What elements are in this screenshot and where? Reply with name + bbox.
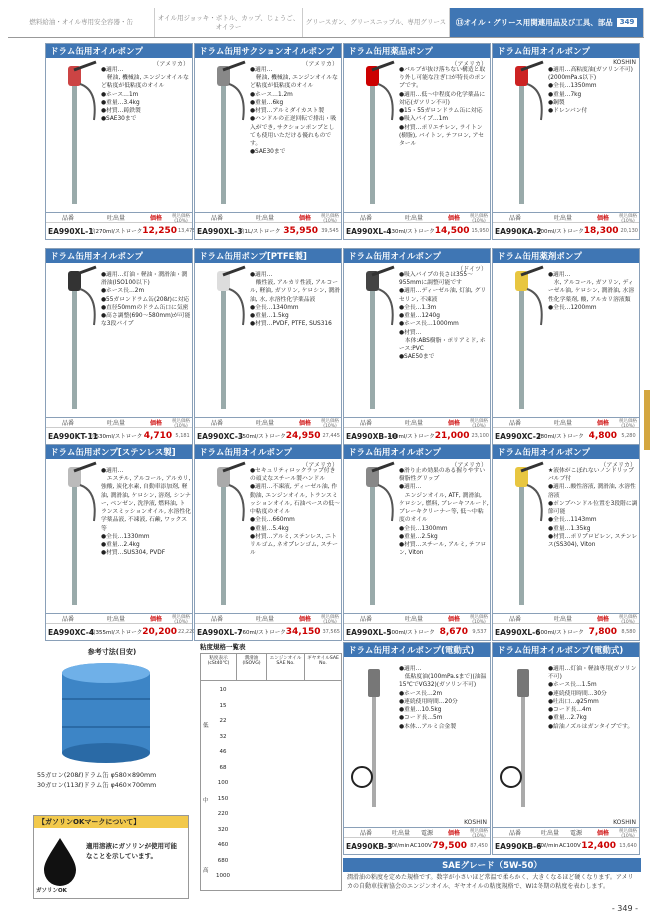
col-desc-label: 吐出量 bbox=[255, 420, 274, 427]
product-tax-price: 13,475 bbox=[177, 228, 196, 234]
price-table bbox=[493, 417, 639, 444]
product-maker: （アメリカ） bbox=[302, 61, 338, 68]
col-code-label: 品番 bbox=[508, 616, 521, 623]
viscosity-value: 32 bbox=[219, 733, 227, 740]
col-power-label: 電源 bbox=[569, 830, 582, 837]
pump-image bbox=[197, 60, 251, 210]
product-spec: ★液体がこぼれないノンドリップバルブ付 ●適用…酸性溶液, 潤滑油, 水溶性溶液 ●ポンプハンドル位置を3段階に調節可能 ●全長…1143mm ●重量…1.35kg ●材質…ポリプロピレン, ステンレス(SS304), Viton bbox=[548, 468, 638, 548]
price-table bbox=[46, 613, 196, 640]
product-discharge: 20ℓ/min bbox=[537, 843, 559, 849]
product-price: 35,950 bbox=[283, 226, 318, 236]
product-discharge: 350ml/ストローク bbox=[239, 434, 286, 440]
price-table bbox=[46, 417, 192, 444]
reference-line-1: 55ガロン(208ℓ)ドラム缶 φ580×890mm bbox=[37, 772, 157, 779]
nav-cell-1[interactable]: 燃料給油・オイル専用安全容器・缶 bbox=[8, 8, 155, 37]
product-spec: ●適用… 軽油, 機械油, エンジンオイルなど粘度が低粘度のオイル ●ホース…1.2m ●重量…6kg ●材質…アルミダイカスト製 ●ハンドルの正逆回転で排出・吸入ができ, サクションポンプとしても使用いただける優れものです。 ●SAE30まで bbox=[250, 67, 338, 156]
col-price-label: 価格 bbox=[298, 420, 311, 427]
price-table bbox=[195, 417, 341, 444]
viscosity-value: 10 bbox=[219, 687, 227, 693]
product-spec: ●吸入パイプの長さは355～955mmに調整可能です ●適用…ディーゼル油, 灯油, グリセリン, 不凍液 ●全長…1.3m ●重量…1240g ●ホース長…1000mm ●材質… 本体:ABS樹脂・ポリアミド, ホース:PVC ●SAE50まで bbox=[399, 272, 487, 361]
product-title: ドラム缶用オイルポンプ bbox=[493, 445, 639, 459]
product-card[interactable] bbox=[343, 444, 491, 641]
col-tax-label: 税込価格(10%) bbox=[619, 615, 637, 625]
viscosity-value: 680 bbox=[217, 857, 229, 864]
viscosity-value: 220 bbox=[217, 811, 229, 817]
price-table bbox=[344, 212, 490, 239]
col-code-label: 品番 bbox=[359, 830, 372, 837]
product-title: ドラム缶用サクションオイルポンプ bbox=[195, 44, 341, 58]
product-tax-price: 37,565 bbox=[322, 629, 340, 635]
gasoline-ok-mark-label: ガソリンOK bbox=[36, 888, 67, 894]
col-tax-label: 税込価格(10%) bbox=[470, 419, 488, 429]
product-price: 21,000 bbox=[434, 431, 470, 441]
price-table bbox=[493, 827, 639, 854]
product-tax-price: 22,220 bbox=[177, 629, 196, 635]
viscosity-value: 46 bbox=[219, 749, 227, 755]
product-price: 8,670 bbox=[439, 627, 469, 637]
product-spec: ●適用… エステル, アルコール, アルカリ, 強酸, 炭化水素, 自動車添加剤, 軽油, 潤滑油, ケロシン, 溶剤, シンナー, ベンゼン, 洗浄液, 燃料油, トランスミッションオイル, 水溶性化学薬品液, 不凍液, 石鹸, ワックス等 ●全長…1330mm ●重量…2.4kg ●材質…SUS304, PVDF bbox=[101, 468, 191, 557]
product-code[interactable]: EA990XL-1 bbox=[48, 226, 94, 236]
viscosity-value: 150 bbox=[217, 795, 229, 802]
sae-grade-note bbox=[343, 858, 641, 906]
col-code-label: 品番 bbox=[508, 830, 521, 837]
product-discharge: 約355ml/ストローク bbox=[90, 630, 143, 636]
col-desc-label: 吐出量 bbox=[553, 616, 572, 623]
nav-cell-2[interactable]: オイル用ジョッキ・ボトル、カップ、じょうご、オイラー bbox=[155, 8, 302, 37]
col-desc-label: 吐出量 bbox=[106, 215, 125, 222]
product-discharge: 330ml/ストローク bbox=[388, 229, 435, 235]
product-spec: ●セキュリティロックラップ付きの頑丈なスチール製ハンドル ●適用…不凍液, ディーゼル油, 作動油, エンジンオイル, トランスミッションオイル, 石油ベースの低～中粘度のオイル ●全長…660mm ●重量…5.4kg ●材質…アルミ, ステンレス, ニトリルゴム, ネオプレンゴム, スチール bbox=[250, 468, 340, 557]
col-code-label: 品番 bbox=[210, 420, 223, 427]
product-spec: ●バルブが抜け落ちない構造と取り外し可能な注ぎ口が特長のポンプです。 ●適用…低～中程度の化学薬品に対応(ガソリン不可) ●15・55ガロンドラム缶に対応 ●吸入パイプ…1m ●材質…ポリエチレン, ライトン(樹脂), バイトン, テフロン, アセタール bbox=[399, 67, 486, 147]
nav-cell-3[interactable]: グリースガン、グリースニップル、専用グリース bbox=[303, 8, 450, 37]
col-desc-label: 吐出量 bbox=[391, 830, 410, 837]
reference-line-2: 30ガロン(113ℓ)ドラム缶 φ460×700mm bbox=[37, 782, 157, 790]
product-tax-price: 23,100 bbox=[471, 433, 489, 439]
col-tax-label: 税込価格(10%) bbox=[470, 829, 488, 839]
product-card[interactable] bbox=[194, 248, 342, 445]
col-code-label: 品番 bbox=[61, 616, 74, 623]
product-title: ドラム缶用オイルポンプ bbox=[344, 445, 490, 459]
pump-image bbox=[197, 461, 251, 611]
side-tab bbox=[644, 390, 650, 450]
product-code[interactable]: EA990XL-7 bbox=[197, 627, 243, 637]
product-price: 24,950 bbox=[285, 431, 321, 441]
pump-image bbox=[197, 265, 251, 415]
col-price-label: 価格 bbox=[447, 420, 460, 427]
product-code[interactable]: EA990XC-2 bbox=[495, 431, 542, 441]
col-price-label: 価格 bbox=[447, 830, 460, 837]
viscosity-title: 粘度規格一覧表 bbox=[200, 643, 246, 651]
page-number: - 349 - bbox=[611, 904, 638, 913]
product-maker: （アメリカ） bbox=[302, 462, 338, 469]
product-price: 34,150 bbox=[285, 627, 321, 637]
col-price-label: 価格 bbox=[447, 616, 460, 623]
reference-title: 参考寸法(目安) bbox=[87, 648, 137, 656]
col-tax-label: 税込価格(10%) bbox=[172, 214, 190, 224]
col-price-label: 価格 bbox=[149, 616, 162, 623]
col-desc-label: 吐出量 bbox=[404, 215, 423, 222]
price-table bbox=[46, 212, 196, 239]
product-code[interactable]: EA990KT-11 bbox=[48, 431, 98, 441]
product-tax-price: 87,450 bbox=[470, 843, 488, 849]
product-card[interactable] bbox=[492, 43, 640, 240]
col-code-label: 品番 bbox=[210, 215, 223, 222]
col-code-label: 品番 bbox=[508, 215, 521, 222]
col-tax-label: 税込価格(10%) bbox=[619, 829, 637, 839]
viscosity-band-mid: 中 bbox=[203, 798, 209, 804]
product-card[interactable] bbox=[492, 248, 640, 445]
product-tax-price: 5,280 bbox=[621, 433, 636, 439]
price-table bbox=[493, 212, 639, 239]
col-price-label: 価格 bbox=[149, 215, 162, 222]
viscosity-col-1: 粘度表示(cSt40℃) bbox=[201, 654, 237, 680]
product-tax-price: 39,545 bbox=[321, 228, 339, 234]
col-price-label: 価格 bbox=[596, 215, 609, 222]
product-price: 79,500 bbox=[432, 841, 467, 851]
col-tax-label: 税込価格(10%) bbox=[321, 419, 339, 429]
col-desc-label: 吐出量 bbox=[255, 616, 274, 623]
product-spec: ●適用…灯油・軽油・潤滑油・潤滑油(ISO100以下) ●ホース長…2m ●55ガロンドラム缶(208ℓ)に対応 ●直径50mmのドラム缶口に気密 ●高さ調整(690～580mm)が可能な3段パイプ bbox=[101, 272, 191, 328]
product-price: 12,400 bbox=[581, 841, 616, 851]
col-tax-label: 税込価格(10%) bbox=[172, 419, 190, 429]
product-discharge: 50ℓ/min bbox=[388, 843, 410, 849]
product-maker: （アメリカ） bbox=[600, 462, 636, 469]
product-spec: ●適用… 軽油, 機械油, エンジンオイルなど粘度が低粘度のオイル ●ホース…1m ●重量…3.4kg ●材質…鋳鉄製 ●SAE30まで bbox=[101, 67, 189, 123]
product-card[interactable] bbox=[492, 444, 640, 641]
col-tax-label: 税込価格(10%) bbox=[619, 214, 637, 224]
product-maker: （アメリカ） bbox=[153, 61, 189, 68]
col-code-label: 品番 bbox=[359, 215, 372, 222]
product-price: 12,250 bbox=[142, 226, 177, 236]
col-desc-label: 吐出量 bbox=[404, 616, 423, 623]
product-maker: （アメリカ） bbox=[451, 462, 487, 469]
col-code-label: 品番 bbox=[359, 420, 372, 427]
product-code[interactable]: EA990XL-4 bbox=[346, 226, 392, 236]
product-code[interactable]: EA990KB-6 bbox=[495, 841, 542, 851]
viscosity-value: 100 bbox=[217, 780, 229, 786]
nav-current-section[interactable] bbox=[450, 8, 644, 37]
page-tag: 349 bbox=[617, 18, 638, 27]
product-code[interactable]: EA990XL-3 bbox=[197, 226, 243, 236]
price-table bbox=[195, 613, 341, 640]
electric-product-card[interactable] bbox=[492, 642, 640, 855]
viscosity-value: 460 bbox=[217, 842, 229, 848]
col-desc-label: 吐出量 bbox=[404, 420, 423, 427]
product-card[interactable] bbox=[45, 444, 196, 641]
product-title: ドラム缶用オイルポンプ bbox=[195, 445, 341, 459]
col-code-label: 品番 bbox=[359, 616, 372, 623]
product-title: ドラム缶用オイルポンプ bbox=[344, 249, 490, 263]
col-price-label: 価格 bbox=[596, 616, 609, 623]
col-tax-label: 税込価格(10%) bbox=[321, 615, 339, 625]
product-tax-price: 5,181 bbox=[175, 433, 190, 439]
electric-pump-image bbox=[495, 659, 549, 809]
col-tax-label: 税込価格(10%) bbox=[470, 615, 488, 625]
viscosity-value: 22 bbox=[219, 718, 227, 724]
viscosity-band-low: 低 bbox=[203, 723, 209, 729]
pump-image bbox=[495, 265, 549, 415]
col-price-label: 価格 bbox=[447, 215, 460, 222]
product-card[interactable] bbox=[194, 43, 342, 240]
col-price-label: 価格 bbox=[298, 616, 311, 623]
gasoline-ok-box bbox=[33, 815, 189, 899]
product-card[interactable] bbox=[45, 248, 193, 445]
product-maker: （ドイツ） bbox=[457, 266, 487, 273]
product-discharge: 400ml/ストローク bbox=[388, 434, 435, 440]
price-table bbox=[344, 417, 490, 444]
product-tax-price: 27,445 bbox=[322, 433, 340, 439]
product-title: ドラム缶用オイルポンプ bbox=[493, 44, 639, 58]
reference-dimensions bbox=[33, 647, 191, 809]
pump-image bbox=[346, 60, 400, 210]
product-code[interactable]: EA990XC-3 bbox=[197, 431, 244, 441]
product-title: ドラム缶用ポンプ[ステンレス製] bbox=[46, 445, 192, 459]
col-desc-label: 吐出量 bbox=[255, 215, 274, 222]
product-discharge: 500ml/ストローク bbox=[537, 229, 584, 235]
col-tax-label: 税込価格(10%) bbox=[470, 214, 488, 224]
pump-image bbox=[48, 60, 102, 210]
sae-title: SAEグレード（5W-50） bbox=[343, 858, 641, 872]
price-table bbox=[344, 613, 490, 640]
product-maker: KOSHIN bbox=[613, 819, 636, 826]
gasoline-drop-icon bbox=[40, 836, 80, 888]
product-code[interactable]: EA990XL-6 bbox=[495, 627, 541, 637]
gasoline-ok-title: 【ガソリンOKマークについて】 bbox=[34, 816, 188, 828]
product-spec: ●滑り止め効果のある握りやすい樹脂性グリップ ●適用… エンジンオイル, ATF, 潤滑油, ケロシン, 燃料, ブレーキフルード, ブレーキクリーナー等, 低～中粘度のオイル ●全長…1300mm ●重量…2.5kg ●材質…スチール, アルミ, テフロン, Viton bbox=[399, 468, 489, 557]
product-tax-price: 8,580 bbox=[621, 629, 636, 635]
product-card[interactable] bbox=[194, 444, 342, 641]
product-tax-price: 15,950 bbox=[471, 228, 489, 234]
product-title: ドラム缶用薬剤ポンプ bbox=[493, 249, 639, 263]
viscosity-col-4: ギヤオイルSAE No. bbox=[307, 656, 339, 666]
pump-image bbox=[495, 461, 549, 611]
product-code[interactable]: EA990KA-2 bbox=[495, 226, 542, 236]
product-price: 4,800 bbox=[588, 431, 618, 441]
col-price-label: 価格 bbox=[596, 420, 609, 427]
product-price: 18,300 bbox=[583, 226, 619, 236]
product-spec: ●適用…灯油・軽油専用(ガソリン不可) ●ホース長…1.5m ●連続使用時間…30分 ●吐出口…φ25mm ●コード長…4m ●重量…2.7kg ●給油ノズルはガンタイプです。 bbox=[548, 666, 637, 730]
product-code[interactable]: EA990XC-4 bbox=[48, 627, 95, 637]
viscosity-col-3: エンジンオイルSAE No. bbox=[267, 654, 305, 680]
price-table bbox=[493, 613, 639, 640]
product-power: AC100V bbox=[410, 843, 432, 849]
product-code[interactable]: EA990XB-10 bbox=[346, 431, 398, 441]
product-discharge: 約530ml/ストローク bbox=[90, 434, 143, 440]
viscosity-table bbox=[200, 642, 342, 894]
col-code-label: 品番 bbox=[210, 616, 223, 623]
viscosity-band-high: 高 bbox=[203, 868, 209, 874]
price-table bbox=[344, 827, 490, 854]
price-table bbox=[195, 212, 341, 239]
col-price-label: 価格 bbox=[149, 420, 162, 427]
col-tax-label: 税込価格(10%) bbox=[321, 214, 339, 224]
top-navigation bbox=[8, 8, 644, 38]
product-title: ドラム缶用薬品ポンプ bbox=[344, 44, 490, 58]
col-desc-label: 吐出量 bbox=[106, 616, 125, 623]
viscosity-value: 15 bbox=[219, 702, 227, 709]
product-discharge: 500ml/ストローク bbox=[537, 630, 584, 636]
product-maker: （アメリカ） bbox=[451, 61, 487, 68]
col-code-label: 品番 bbox=[508, 420, 521, 427]
col-desc-label: 吐出量 bbox=[106, 420, 125, 427]
pump-image bbox=[495, 60, 549, 210]
pump-image bbox=[48, 265, 102, 415]
pump-image bbox=[346, 265, 400, 415]
product-spec: ●適用… 水, アルコール, ガソリン, ディーゼル油, ケロシン, 潤滑油, 水溶性化学薬剤, 酸, アルカリ溶液類 ●全長…1200mm bbox=[548, 272, 635, 311]
product-spec: ●適用…高粘度油(ガソリン不可)(2000mPa.s以下) ●全長…1350mm ●重量…7kg ●鋼製 ●ドレンパン付 bbox=[548, 67, 633, 115]
product-title: ドラム缶用オイルポンプ(電動式) bbox=[493, 643, 639, 657]
product-card[interactable] bbox=[45, 43, 196, 240]
product-price: 14,500 bbox=[434, 226, 470, 236]
col-desc-label: 吐出量 bbox=[553, 215, 572, 222]
product-code[interactable]: EA990XL-5 bbox=[346, 627, 392, 637]
product-discharge: 380ml/ストローク bbox=[537, 434, 584, 440]
viscosity-col-2: 潤滑油(ISOVG) bbox=[237, 654, 267, 680]
product-maker: KOSHIN bbox=[613, 59, 636, 66]
product-title: ドラム缶用オイルポンプ bbox=[46, 249, 192, 263]
col-desc-label: 吐出量 bbox=[553, 420, 572, 427]
current-section-label: ⑬オイル・グリース用関連用品及び工具、部品 bbox=[455, 17, 613, 27]
product-price: 4,710 bbox=[143, 431, 173, 441]
col-price-label: 価格 bbox=[596, 830, 609, 837]
product-spec: ●適用… 酸性液, アルカリ性液, アルコール, 軽油, ガソリン, ケロシン, 潤滑油, 水, 水溶性化学薬品液 ●全長…1340mm ●重量…1.5kg ●材質…PVDF, PTFE, SUS316 bbox=[250, 272, 340, 328]
col-tax-label: 税込価格(10%) bbox=[172, 615, 190, 625]
product-card[interactable] bbox=[343, 43, 491, 240]
product-card[interactable] bbox=[343, 248, 491, 445]
product-power: AC100V bbox=[559, 843, 581, 849]
drum-illustration bbox=[51, 659, 161, 769]
product-discharge: 約1L/ストローク bbox=[239, 229, 281, 235]
product-spec: ●適用… 低粘度油(100mPa.sまで)(油温15℃でVG32)(ガソリン不可) ●ホース長…2m ●連続使用時間…20分 ●重量…10.5kg ●コード長…5m ●本体…アルミ合金製 bbox=[399, 666, 487, 730]
electric-pump-image bbox=[346, 659, 400, 809]
product-title: ドラム缶用ポンプ[PTFE製] bbox=[195, 249, 341, 263]
col-code-label: 品番 bbox=[61, 215, 74, 222]
product-code[interactable]: EA990KB-3 bbox=[346, 841, 393, 851]
gasoline-ok-text: 適用溶液にガソリンが使用可能なことを示しています。 bbox=[86, 842, 177, 860]
product-tax-price: 13,640 bbox=[619, 843, 637, 849]
col-power-label: 電源 bbox=[420, 830, 433, 837]
col-tax-label: 税込価格(10%) bbox=[619, 419, 637, 429]
col-code-label: 品番 bbox=[61, 420, 74, 427]
electric-product-card[interactable] bbox=[343, 642, 491, 855]
product-discharge: 760ml/ストローク bbox=[239, 630, 286, 636]
product-tax-price: 9,537 bbox=[472, 629, 487, 635]
product-title: ドラム缶用オイルポンプ(電動式) bbox=[344, 643, 490, 657]
product-discharge: 300ml/ストローク bbox=[388, 630, 435, 636]
viscosity-value: 320 bbox=[217, 826, 229, 833]
product-discharge: 約270ml/ストローク bbox=[90, 229, 143, 235]
sae-text: 潤滑油の粘度を定めた規格です。数字が小さいほど常温で柔らかく、大きくなるほど硬くなります。アメリカの自動車技術協会のエンジンオイル、ギヤオイルの粘度規格で、Wは冬期の粘度を表わします。 bbox=[347, 874, 634, 890]
product-price: 20,200 bbox=[142, 627, 177, 637]
product-tax-price: 20,130 bbox=[620, 228, 638, 234]
col-desc-label: 吐出量 bbox=[540, 830, 559, 837]
product-maker: KOSHIN bbox=[464, 819, 487, 826]
product-title: ドラム缶用オイルポンプ bbox=[46, 44, 192, 58]
viscosity-value: 1000 bbox=[216, 873, 230, 879]
pump-image bbox=[346, 461, 400, 611]
viscosity-value: 68 bbox=[219, 764, 227, 771]
col-price-label: 価格 bbox=[298, 215, 311, 222]
product-price: 7,800 bbox=[588, 627, 618, 637]
pump-image bbox=[48, 461, 102, 611]
